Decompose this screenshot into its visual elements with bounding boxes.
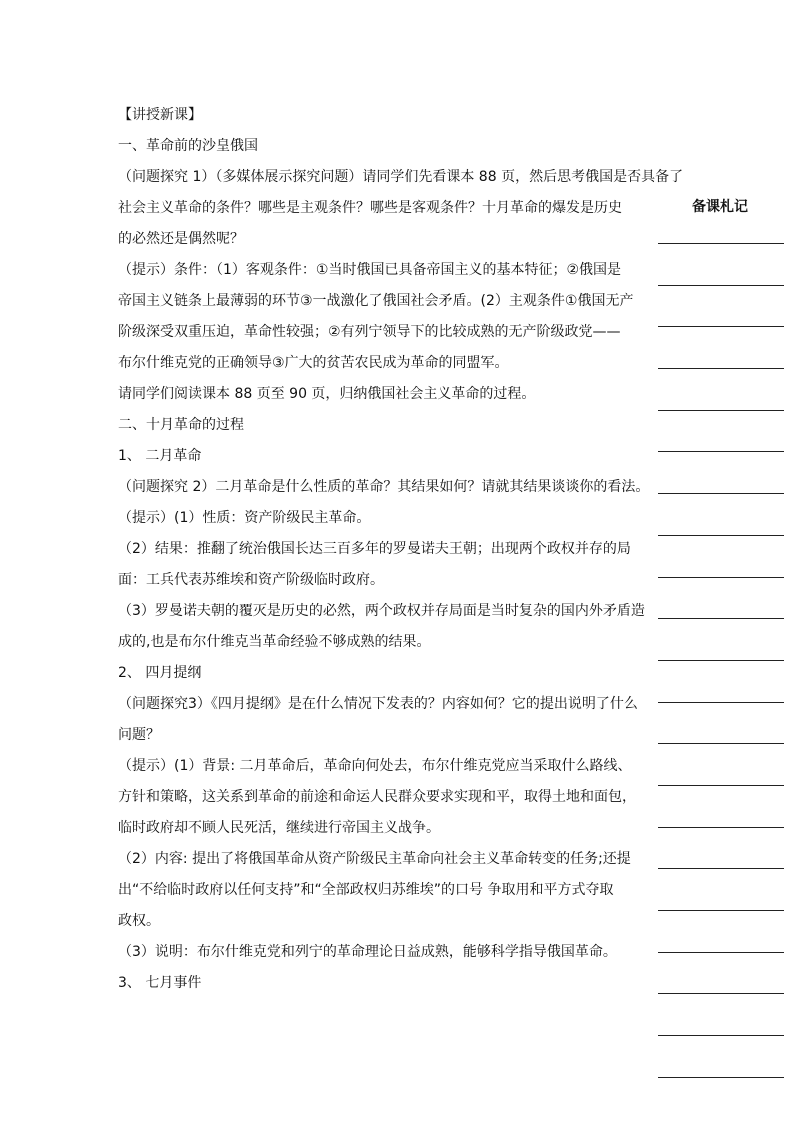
note-line [658, 1077, 784, 1119]
section-title-1: 一、革命前的沙皇俄国 [118, 138, 258, 154]
lesson-content [118, 100, 684, 999]
paragraph-line: 的必然还是偶然呢？ [118, 231, 244, 247]
paragraph-line: （2）内容: 提出了将俄国革命从资产阶级民主革命向社会主义革命转变的任务;还提 [118, 851, 631, 867]
notes-column-title: 备课札记 [692, 199, 748, 215]
note-line [658, 285, 784, 327]
paragraph-line: 成的,也是布尔什维克当革命经验不够成熟的结果。 [118, 634, 431, 650]
paragraph-line: 面：工兵代表苏维埃和资产阶级临时政府。 [118, 572, 384, 588]
note-line [658, 868, 784, 910]
paragraph-line: 出“不给临时政府以任何支持”和“全部政权归苏维埃”的口号 争取用和平方式夺取 [118, 882, 614, 898]
note-line [658, 577, 784, 619]
note-line [658, 827, 784, 869]
notes-lines [658, 243, 784, 1118]
paragraph-line: （提示）(1）性质：资产阶级民主革命。 [118, 510, 371, 526]
section-title-2: 二、十月革命的过程 [118, 417, 244, 433]
note-line [658, 785, 784, 827]
note-line [658, 451, 784, 493]
paragraph-line: 临时政府却不顾人民死活，继续进行帝国主义战争。 [118, 820, 440, 836]
note-line [658, 952, 784, 994]
note-line [658, 702, 784, 744]
paragraph-line: （提示）条件：（1）客观条件：①当时俄国已具备帝国主义的基本特征；②俄国是 [118, 262, 622, 278]
paragraph-line: 帝国主义链条上最薄弱的环节③一战激化了俄国社会矛盾。(2）主观条件①俄国无产 [118, 293, 634, 309]
paragraph-line: 布尔什维克党的正确领导③广大的贫苦农民成为革命的同盟军。 [118, 355, 509, 371]
paragraph-line: （3）罗曼诺夫朝的覆灭是历史的必然，两个政权并存局面是当时复杂的国内外矛盾造 [118, 603, 645, 619]
note-line [658, 1035, 784, 1077]
paragraph-line: （3）说明：布尔什维克党和列宁的革命理论日益成熟，能够科学指导俄国革命。 [118, 944, 617, 960]
paragraph-line: （问题探究3）《四月提纲》是在什么情况下发表的？内容如何？它的提出说明了什么 [118, 696, 638, 712]
subsection-title: 3、 七月事件 [118, 975, 202, 991]
note-line [658, 910, 784, 952]
note-line [658, 535, 784, 577]
note-line [658, 368, 784, 410]
note-line [658, 618, 784, 660]
paragraph-line: 请同学们阅读课本 88 页至 90 页，归纳俄国社会主义革命的过程。 [118, 386, 536, 402]
note-line [658, 410, 784, 452]
paragraph-line: （2）结果：推翻了统治俄国长达三百多年的罗曼诺夫王朝；出现两个政权并存的局 [118, 541, 631, 557]
subsection-title: 1、 二月革命 [118, 448, 202, 464]
paragraph-line: （提示）(1）背景: 二月革命后，革命向何处去，布尔什维克党应当采取什么路线、 [118, 758, 632, 774]
note-line [658, 243, 784, 285]
note-line [658, 660, 784, 702]
paragraph-line: 政权。 [118, 913, 160, 929]
note-line [658, 743, 784, 785]
note-line [658, 993, 784, 1035]
paragraph-line: 方针和策略，这关系到革命的前途和命运人民群众要求实现和平，取得土地和面包， [118, 789, 636, 805]
paragraph-line: 阶级深受双重压迫，革命性较强；②有列宁领导下的比较成熟的无产阶级政党—— [118, 324, 621, 340]
subsection-title: 2、 四月提纲 [118, 665, 202, 681]
section-heading: 【讲授新课】 [118, 107, 202, 123]
paragraph-line: （问题探究 1）（多媒体展示探究问题）请同学们先看课本 88 页，然后思考俄国是否具备了 [118, 169, 684, 185]
paragraph-line: （问题探究 2）二月革命是什么性质的革命？其结果如何？请就其结果谈谈你的看法。 [118, 479, 650, 495]
note-line [658, 326, 784, 368]
paragraph-line: 问题？ [118, 727, 160, 743]
note-line [658, 493, 784, 535]
paragraph-line: 社会主义革命的条件？哪些是主观条件？哪些是客观条件？十月革命的爆发是历史 [118, 200, 622, 216]
